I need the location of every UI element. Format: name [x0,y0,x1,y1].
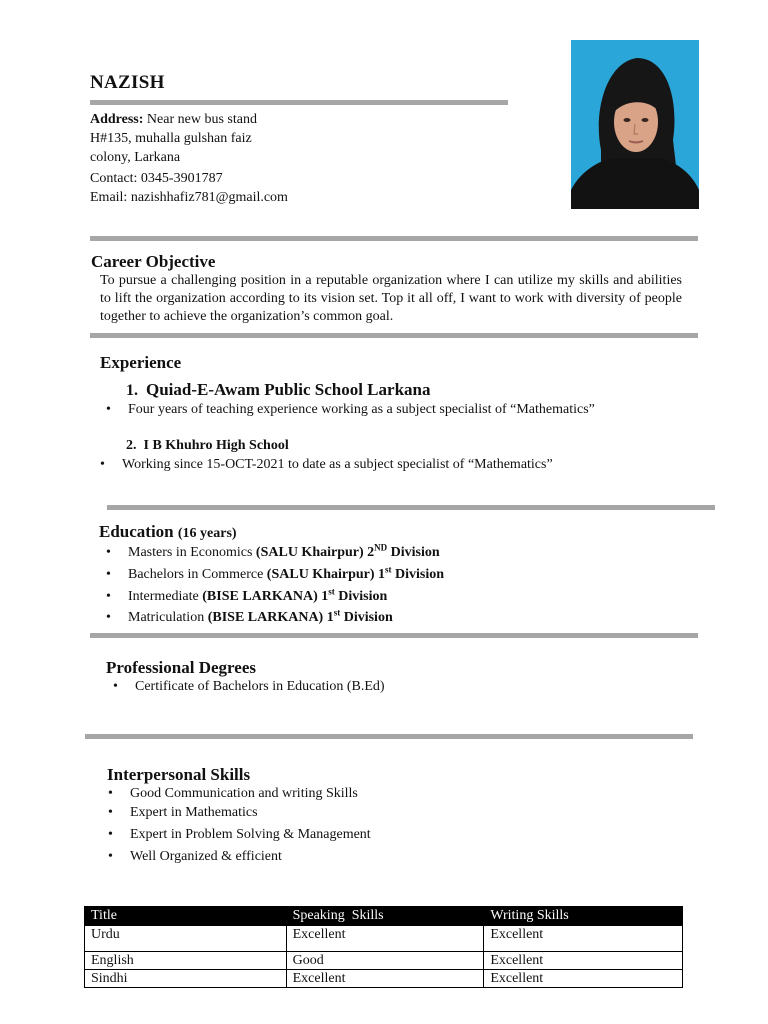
education-title: Education [99,522,174,541]
experience-item-2-title [126,438,289,454]
experience-number-1: 1. [126,382,138,399]
address-label: Address: [90,112,144,127]
table-header-title: Title [85,907,287,926]
education-heading [99,522,237,542]
table-row [85,926,683,952]
experience-school-1: Quiad-E-Awam Public School Larkana [146,380,431,399]
experience-heading: Experience [100,353,182,372]
table-header-writing: Writing Skills [484,907,683,926]
bullet-icon: • [106,567,111,582]
professional-degree-text: Certificate of Bachelors in Education (B.Ed) [135,679,385,694]
education-degree: Intermediate [128,589,203,604]
table-cell-language: Sindhi [85,970,287,988]
profile-photo [571,40,699,209]
education-degree: Bachelors in Commerce [128,567,267,582]
professional-degrees-heading: Professional Degrees [106,658,256,677]
interpersonal-skills-heading: Interpersonal Skills [107,765,251,784]
experience-detail-1: Four years of teaching experience working as a subject specialist of “Mathematics” [128,402,595,417]
career-objective-heading: Career Objective [91,252,216,271]
education-division: Division [391,567,445,582]
candidate-name: NAZISH [90,72,165,93]
divider-5 [85,734,693,739]
table-row [85,970,683,988]
table-row [85,952,683,970]
education-superscript: st [328,586,335,597]
skill-text: Good Communication and writing Skills [130,786,358,801]
bullet-icon: • [108,849,113,864]
divider-1 [90,236,698,241]
education-degree: Masters in Economics [128,545,256,560]
skill-item-1 [108,786,358,802]
skill-item-4 [108,849,282,865]
bullet-icon: • [108,827,113,842]
address-line-3: colony, Larkana [90,150,181,165]
professional-item-1 [113,679,385,695]
bullet-icon: • [113,679,118,694]
bullet-icon: • [108,786,113,801]
table-cell-language: Urdu [85,926,287,952]
contact-number: Contact: 0345-3901787 [90,171,223,186]
experience-item-1-title [126,380,430,400]
career-objective-text: To pursue a challenging position in a reputable organization where I can utilize my skills and abilities to lift the organization according to its vision set. Top it all off, I want to work with diversity of people together to achieve the organization’s common goal. [100,273,682,324]
education-division: Division [387,545,440,560]
language-skills-table [84,906,683,988]
education-superscript: st [385,564,392,575]
education-board: (SALU Khairpur) 1 [266,567,386,582]
address-text: Near new bus stand [146,112,257,127]
table-cell-speaking: Excellent [286,970,484,988]
experience-item-1-detail [106,402,595,418]
address-line-2: H#135, muhalla gulshan faiz [90,131,252,146]
skill-item-2 [108,805,258,821]
experience-item-2-detail [100,457,553,473]
education-division: Division [334,589,388,604]
skill-text: Well Organized & efficient [130,849,282,864]
bullet-icon: • [108,805,113,820]
education-superscript: st [333,607,341,618]
divider-4 [90,633,698,638]
table-cell-writing: Excellent [484,926,683,952]
education-board: (BISE LARKANA) 1 [207,610,334,625]
table-cell-language: English [85,952,287,970]
experience-number-2: 2. [126,438,137,453]
table-cell-writing: Excellent [484,970,683,988]
education-note: (16 years) [177,526,237,541]
education-item-4 [106,607,393,626]
education-board: (SALU Khairpur) 2 [255,545,375,560]
table-header-speaking: Speaking Skills [286,907,484,926]
education-division: Division [340,610,393,625]
divider-3 [107,505,715,510]
divider-2 [90,333,698,338]
education-item-2 [106,564,445,583]
education-degree: Matriculation [128,610,208,625]
table-cell-writing: Excellent [484,952,683,970]
education-item-3 [106,586,388,605]
skill-text: Expert in Mathematics [130,805,258,820]
bullet-icon: • [106,545,111,560]
experience-school-2: I B Khuhro High School [143,438,289,453]
education-board: (BISE LARKANA) 1 [202,589,329,604]
experience-detail-2: Working since 15-OCT-2021 to date as a subject specialist of “Mathematics” [122,457,553,472]
table-cell-speaking: Good [286,952,484,970]
education-item-1 [106,542,440,561]
contact-block [90,110,288,207]
skill-item-3 [108,827,371,843]
table-cell-speaking: Excellent [286,926,484,952]
name-underline [90,100,508,105]
email-address: Email: nazishhafiz781@gmail.com [90,190,288,205]
bullet-icon: • [106,589,111,604]
education-superscript: ND [374,542,388,553]
bullet-icon: • [106,610,111,625]
bullet-icon: • [100,457,105,472]
table-header-row [85,907,683,926]
address-line-1 [90,110,288,129]
bullet-icon: • [106,402,111,417]
skill-text: Expert in Problem Solving & Management [130,827,371,842]
